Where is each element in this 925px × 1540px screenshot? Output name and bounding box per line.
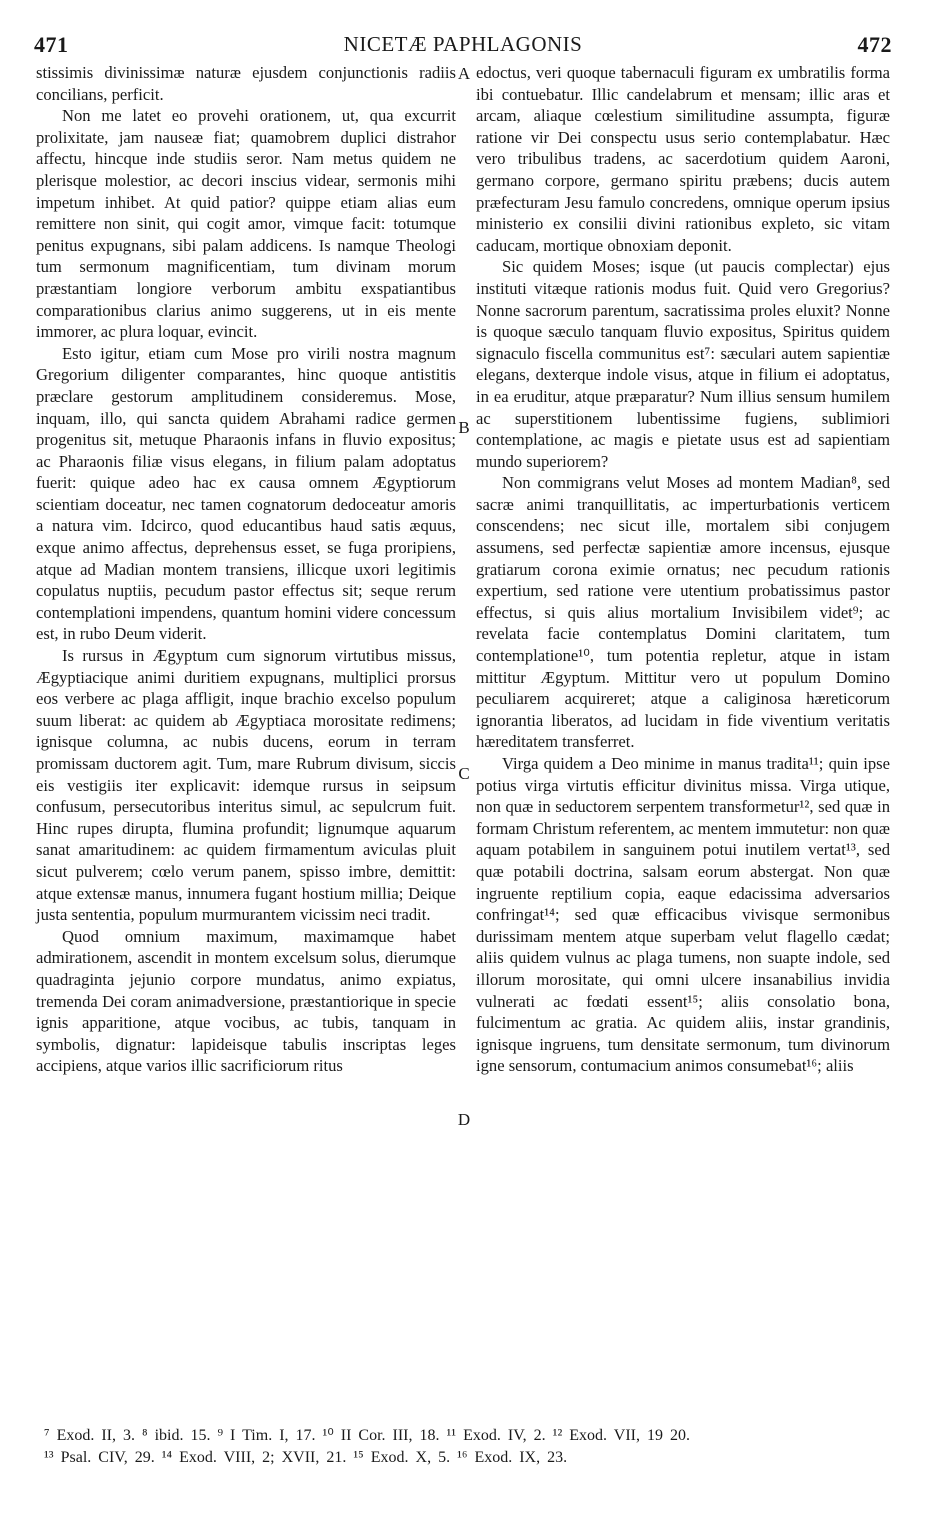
paragraph: Sic quidem Moses; isque (ut paucis complectar) ejus instituti vitæque rationis modus fuit. Quid vero Gregorius? Nonne sacrorum parentum, sacratissima proles eluxit? Nonne is quoque sæculo tanquam fluvio expositus, Spiritus quidem signaculo fiscella communitus est⁷: sæculari autem sapientiæ elegans, dexterque indole visus, atque in filium ei adoptatus, in ea eruditur, atque præparatur? Num illius sensum humilem ac superstitionem lubentissime fugiens, sublimiori contemplatione, ac magis e pietate usus est ad sapientiam mundo superiorem?: [476, 257, 890, 471]
paragraph: Virga quidem a Deo minime in manus tradita¹¹; quin ipse potius virga virtutis efficitur divinitus missa. Virga utique, non quæ in seductorem serpentem transformetur¹², sed quæ in formam Christum referentem, ac mentem immutetur: non quæ aquam potabilem in sanguinem potui inutilem vertat¹³, sed quæ potabili doctrina, salsam eorum abstergat. Non quæ ingruente reptilium copia, eaque edacissima adversarios confringat¹⁴; sed quæ efficacibus vivisque sermonibus durissimam mentem atque superbam velut flagello cædat; aliis quidem vulnus ac plaga tumens, non suapte indole, sed illorum morositate, qui omni ulcere insanabilius invidia vulnerati ac fœdati essent¹⁵; aliis consolatio bona, fulcimentum ac gratia. Ac quidem aliis, instar grandinis, ignisque ingruens, tum densitate sermonum, tum divinorum igne sensorum, contumacium animos consumebat¹⁶; aliis: [476, 754, 890, 1076]
margin-marker-a: A: [457, 64, 471, 83]
paragraph: Esto igitur, etiam cum Mose pro virili nostra magnum Gregorium diligenter comparantes, hinc quoque antistitis præclare gestorum amplitudinem consideremus. Mose, inquam, illo, qui sancta quidem Abrahami radice germen progenitus sit, metuque Pharaonis infans in fluvio expositus; ac Pharaonis filiæ visus elegans, in filium palam adoptatus fuerit: quique adeo hac ex causa omnem Ægyptiorum scientiam doceatur, nec tamen cognatorum dedoceatur amoris a natura vim. Idcirco, quod educantibus haud satis æquus, exque animo affectus, deprehensus esset, se fuga proripiens, atque ad Madian montem transiens, illicque uxori legitimis copulatus nuptiis, pecudum pastor effectus sit; seque rerum contemplationi impendens, quantum homini videre concessum est, in rubo Deum viderit.: [36, 343, 456, 644]
paragraph: Non commigrans velut Moses ad montem Madian⁸, sed sacræ animi tranquillitatis, ac imperturbationis verticem conscendens; nec sicut ille, mortalem sibi conjugem assumens, sed perfectæ sapientiæ amore incensus, ejusque gratiarum corona eximie ornatus; nec pecudum rationis expertium, sed ratione vere utentium probatissimus pastor effectus, si quis alius mortalium Invisibilem videt⁹; ac revelata facie contemplatus Domini claritatem, tum contemplatione¹⁰, tum potentia repletur, atque in istam mittitur Ægyptum. Mittitur vero ut populum Domino peculiarem acquireret; atque a caliginosa hæreticorum ignorantia liberatos, ad lucidam in fide viventium veritatis hæreditatem transferret.: [476, 473, 890, 752]
paragraph: Is rursus in Ægyptum cum signorum virtutibus missus, Ægyptiacique animi duritiem expugnans, multiplici prorsus eos verbere ac plaga affligit, inque brachio excelso populum suum liberat: ac quidem ab Ægyptiaca morositate redimens; ignisque columna, ac nubis ducens, eorum in terram promissam ductorem agit. Tum, mare Rubrum divisum, siccis eis vestigiis iter explicavit: idemque rursus in seipsum confusum, persecutoribus interitus simul, ac sepulcrum fuit. Hinc rupes dirupta, flumina profundit; lignumque aquarum sanat amaritudinem: ac quidem firmamentum aviculas pluit sicut pulverem; cœlo verum panem, spisso imbre, demittit: atque extensæ manus, innumera fugant hostium millia; Deique justa sententia, populum murmurantem vicissim neci tradit.: [36, 646, 456, 925]
margin-marker-c: C: [458, 764, 470, 783]
margin-marker-b: B: [458, 418, 470, 437]
paragraph: edoctus, veri quoque tabernaculi figuram ex umbratilis forma ibi contuebatur. Illic candelabrum et mensam; illic aras et arcam, aliaque cœlestium similitudine assumpta, figuræ ratione vir Dei conspectu usus serio contemplabatur. Hæc vero tribulibus tradens, ac sacerdotium quidem Aaroni, germano corpore, germano spiritu præbens; ducis autem præfecturam Jesu famulo concredens, omnique operum ipsius ministerio ex consilii divini rationibus expleto, sic vitam caducam, mortique obnoxiam deponit.: [476, 63, 890, 255]
paragraph: Non me latet eo provehi orationem, ut, qua excurrit prolixitate, jam nauseæ fiat; quamobrem duplici distrahor affectu, hincque inde studiis seror. Nam metus quidem ne plerisque molestior, ac decori inscius videar, sermonis mihi impetum inhibet. At quid patior? quippe etiam alias eum remittere non sinit, qui cogit amor, vimque facit: totumque penitus expugnans, sibi palam addicens. Is namque Theologi tum sermonum magnificentiam, tum divinam morum præstantiam longiore verborum ambitu exspatiantibus comparationibus clarius animo suggerens, ut in eis mente immorer, ac plura loquar, evincit.: [36, 106, 456, 342]
right-column: [476, 62, 890, 1077]
left-column: [36, 62, 456, 1077]
paragraph: stissimis divinissimæ naturæ ejusdem conjunctionis radiis concilians, perficit.: [36, 63, 456, 104]
running-title: NICETÆ PAPHLAGONIS: [343, 32, 583, 56]
paragraph: Quod omnium maximum, maximamque habet admirationem, ascendit in montem excelsum solus, dierumque quadraginta jejunio corpore mundatus, animo expiatus, tremenda Dei coram animadversione, præstantiorique in specie ignis apparitione, atque vocibus, ac tubis, tanquam in symbolis, dignatur: lapideisque tabulis inscriptas leges accipiens, atque varios illic sacrificiorum ritus: [36, 926, 456, 1076]
page-number-left: 471: [34, 32, 69, 57]
footnote-line-1: ⁷ Exod. II, 3. ⁸ ibid. 15. ⁹ I Tim. I, 17. ¹⁰ II Cor. III, 18. ¹¹ Exod. IV, 2. ¹² Exod. VII, 19 20.: [44, 1427, 690, 1444]
margin-marker-d: D: [457, 1110, 471, 1129]
page-number-right: 472: [857, 32, 892, 57]
footnotes: [44, 1425, 904, 1469]
footnote-line-2: ¹³ Psal. CIV, 29. ¹⁴ Exod. VIII, 2; XVII, 21. ¹⁵ Exod. X, 5. ¹⁶ Exod. IX, 23.: [44, 1449, 568, 1466]
running-head: [34, 32, 892, 62]
